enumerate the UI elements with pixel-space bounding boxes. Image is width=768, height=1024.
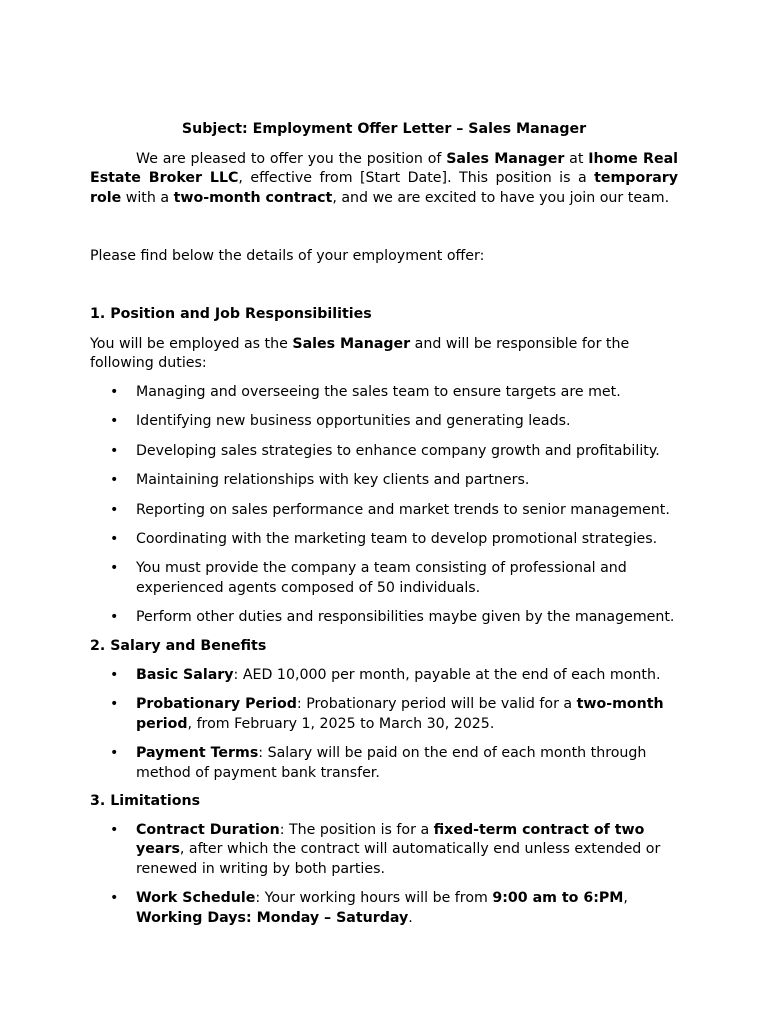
- contract-text: : The position is for a: [279, 822, 434, 838]
- intro-text: at: [564, 151, 589, 167]
- duty-item: • Maintaining relationships with key clients and partners.: [90, 471, 678, 490]
- intro-text: , and we are excited to have you join our team.: [332, 189, 670, 206]
- schedule-text: : Your working hours will be from: [255, 890, 493, 907]
- section-heading-salary: 2. Salary and Benefits: [90, 638, 267, 654]
- intro-text: , effective from [Start Date]. This position is a: [238, 170, 595, 187]
- schedule-text: ,: [623, 890, 628, 907]
- lead-text: and will be responsible for the following duties:: [90, 336, 630, 372]
- probation-period: two-month period: [136, 696, 664, 732]
- salary-label: Basic Salary: [136, 667, 234, 683]
- intro-role-type: temporary role: [90, 170, 679, 206]
- lead-text: You will be employed as the: [90, 336, 293, 352]
- contract-label: Contract Duration: [136, 822, 280, 838]
- duty-item: • You must provide the company a team consisting of professional and experienced agents composed of 50 individuals.: [90, 559, 678, 598]
- intro-paragraph: [90, 150, 678, 208]
- limitations-list: [90, 821, 678, 928]
- section-lead-paragraph: [90, 335, 678, 374]
- letter-subject: Subject: Employment Offer Letter – Sales Manager: [181, 121, 587, 137]
- probation-text: , from February 1, 2025 to March 30, 2025.: [187, 715, 495, 732]
- intro-text: with a: [121, 189, 174, 206]
- contract-term: fixed-term contract of two years: [136, 822, 645, 858]
- probation-text: : Probationary period will be valid for a: [296, 696, 577, 713]
- schedule-hours: 9:00 am to 6:PM: [492, 890, 624, 907]
- schedule-text: .: [408, 909, 413, 926]
- probation-item: [90, 695, 678, 734]
- section-heading-position: 1. Position and Job Responsibilities: [90, 306, 372, 322]
- duties-list: [90, 383, 678, 628]
- contract-item: [90, 821, 678, 879]
- contract-text: , after which the contract will automatically end unless extended or renewed in writing by both parties.: [136, 841, 661, 877]
- payment-label: Payment Terms: [136, 745, 259, 762]
- payment-item: [90, 744, 678, 783]
- duty-item: • Perform other duties and responsibilities maybe given by the management.: [90, 608, 678, 627]
- intro-contract: two-month contract: [173, 189, 333, 206]
- payment-text: : Salary will be paid on the end of each month through method of payment bank transfer.: [136, 745, 647, 781]
- salary-text: : AED 10,000 per month, payable at the end of each month.: [233, 667, 661, 683]
- details-intro: Please find below the details of your employment offer:: [90, 248, 485, 264]
- intro-position: Sales Manager: [446, 151, 565, 167]
- section-heading-limitations: 3. Limitations: [90, 793, 201, 809]
- intro-company: Ihome Real Estate Broker LLC: [90, 151, 679, 187]
- schedule-days: Working Days: Monday – Saturday: [136, 909, 409, 926]
- intro-text: We are pleased to offer you the position of: [136, 151, 447, 167]
- salary-item: [90, 666, 678, 685]
- duty-item: • Identifying new business opportunities and generating leads.: [90, 412, 678, 431]
- duty-item: • Developing sales strategies to enhance company growth and profitability.: [90, 442, 678, 461]
- probation-label: Probationary Period: [136, 696, 297, 713]
- duty-item: • Reporting on sales performance and market trends to senior management.: [90, 501, 678, 520]
- schedule-label: Work Schedule: [136, 890, 256, 907]
- duty-item: • Coordinating with the marketing team to develop promotional strategies.: [90, 530, 678, 549]
- lead-position: Sales Manager: [292, 336, 411, 352]
- schedule-item: [90, 889, 678, 928]
- duty-item: • Managing and overseeing the sales team to ensure targets are met.: [90, 383, 678, 402]
- salary-list: [90, 666, 678, 783]
